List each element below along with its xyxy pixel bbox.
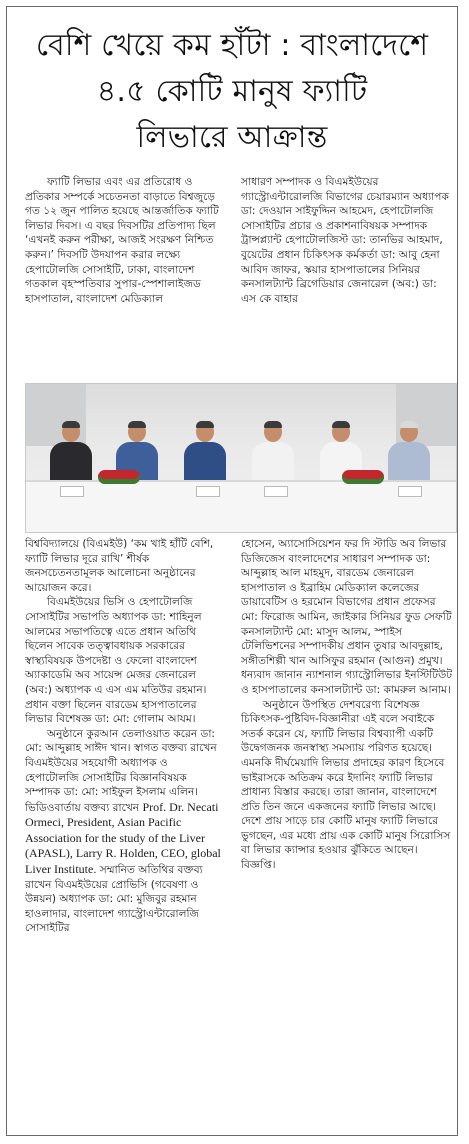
panelist — [388, 422, 430, 486]
panel-table — [26, 480, 456, 533]
panelist — [252, 422, 294, 486]
paragraph: সাধারণ সম্পাদক ও বিএমইউয়ের গ্যাস্ট্রোএন্টারোলজি বিভাগের চেয়ারম্যান অধ্যাপক ডা: দেওয়ান সাইফুদ্দিন আহমেদ, হেপাটোলজি সোসাইটির প্রচার ও প্রকাশনাবিষয়ক সম্পাদক ট্রান্সপ্ল্যান্ট হেপাটোলজিস্ট ডা: তানভির আহমাদ, বুয়েটের প্রধান চিকিৎসক কর্মকর্তা ডা: আবু হেনা আবিদ জাফর, স্কয়ার হাসপাতালের সিনিয়র কনসালট্যান্ট ব্রিগেডিয়ার জেনারেল (অব:) ডা: এস কে বাহার — [241, 176, 449, 305]
paragraph: ফ্যাটি লিভার এবং এর প্রতিরোধ ও প্রতিকার সম্পর্কে সচেতনতা বাড়াতে বিশ্বজুড়ে গত ১২ জুন পালিত হয়েছে আন্তর্জাতিক ফ্যাটি লিভার দিবস। এ বছর দিবসটির প্রতিপাদ্য ছিল ‘এখনই করুন পরীক্ষা, আজই সংরক্ষণ নিশ্চিত করুন।’ দিবসটি উদযাপন করার লক্ষ্যে হেপাটোলজি সোসাইটি, ঢাকা, বাংলাদেশ গতকাল বৃহস্পতিবার সুপার-স্পেশালাইজড হাসপাতাল, বাংলাদেশ মেডিক্যাল — [25, 176, 219, 305]
headline-line-1: বেশি খেয়ে কম হাঁটা : বাংলাদেশে — [35, 28, 429, 63]
paragraph: বিশ্ববিদ্যালয়ে (বিএমইউ) ‘কম খাই হাঁটি বেশি, ফ্যাটি লিভার দূরে রাখি’ শীর্ষক জনসচেতনতামূলক আলোচনা অনুষ্ঠানের আয়োজন করে। — [25, 538, 214, 594]
name-placard — [398, 486, 422, 497]
panelist — [50, 422, 92, 486]
name-placard — [60, 486, 84, 497]
headline-line-2: ৪.৫ কোটি মানুষ ফ্যাটি — [96, 74, 368, 109]
name-placard — [196, 486, 220, 497]
article-column-1 — [25, 175, 223, 359]
article-column-4 — [241, 537, 453, 1127]
flower-arrangement — [342, 470, 384, 484]
panelist — [184, 422, 226, 486]
name-placard — [264, 486, 288, 497]
article-column-3 — [25, 537, 223, 1127]
paragraph: অনুষ্ঠানে উপস্থিত দেশবরেণ্য বিশেষজ্ঞ চিকিৎসক-পুষ্টিবিদ-বিজ্ঞানীরা এই বলে সবাইকে সতর্ক করেন যে, ফ্যাটি লিভার বিশ্বব্যাপী একটি উদ্বেগজনক জনস্বাস্থ্য সমস্যায় পরিণত হয়েছে। এমনকি দীর্ঘমেয়াদি লিভার প্রদাহের কারণ হিসেবে ভাইরাসকে অতিক্রম করে ইদানিং ফ্যাটি লিভার প্রাধান্য বিস্তার করছে। তারা জানান, বাংলাদেশে প্রতি তিন জনে একজনের ফ্যাটি লিভার আছে। দেশে প্রায় সাড়ে চার কোটি মানুষ ফ্যাটি লিভারে ভুগছেন, এর মধ্যে প্রায় এক কোটি মানুষ সিরোসিস বা লিভার ক্যান্সার হওয়ার ঝুঁকিতে আছেন। বিজ্ঞপ্তি। — [241, 698, 451, 872]
flower-arrangement — [98, 470, 140, 484]
paragraph-text: সম্মানিত অতিথির বক্তব্য রাখেন বিএমইউয়ের প্রোভিসি (গবেষণা ও উন্নয়ন) অধ্যাপক ডা: মো: মুজিবুর রহমান হাওলাদার, বাংলাদেশ গ্যাস্ট্রোএন্টারোলজি সোসাইটির — [25, 864, 203, 935]
paragraph: বিএমইউয়ের ভিসি ও হেপাটোলজি সোসাইটির সভাপতি অধ্যাপক ডা: শাহিনুল আলমের সভাপতিত্বে এতে প্রধান অতিথি ছিলেন সাবেক তত্ত্বাবধায়ক সরকারের স্বাস্থ্যবিষয়ক উপদেষ্টা ও ফেলো বাংলাদেশ অ্যাকাডেমি অব সায়েন্স মেজর জেনারেল (অব:) অধ্যাপক এ এস এম মতিউর রহমান। প্রধান বক্তা ছিলেন বারডেম হাসপাতালের লিভার বিশেষজ্ঞ ডা: মো: গোলাম আযম। — [25, 596, 207, 726]
latin-text: Prof. Dr. Necati Ormeci, President, Asian Pacific Association for the study of the Liver (APASL), Larry R. Holden, CEO, global Liver Institute. — [25, 799, 221, 877]
paragraph: হোসেন, অ্যাসোসিয়েশন ফর দি স্টাডি অব লিভার ডিজিজেস বাংলাদেশের সাধারণ সম্পাদক ডা: আব্দুল্লাহ আল মাহমুদ, বারডেম জেনারেল হাসপাতাল ও ইব্রাহিম মেডিক্যাল কলেজের ডায়াবেটিস ও হরমোন বিভাগের প্রধান প্রফেসর মো: ফিরোজ আমিন, জাইকার সিনিয়র ফুড সেফটি কনসালট্যান্ট মো: মাসুদ আলম, স্পাইস টেলিভিশনের সম্পাদকীয় প্রধান তুষার আবদুল্লাহ, সঙ্গীতশিল্পী খান আসিফুর রহমান (আগুন) প্রমুখ। ধন্যবাদ জানান ন্যাশনাল গ্যাস্ট্রোলিভার ইনস্টিটিউট ও হাসপাতালের কনসালট্যান্ট ডা: কামরুল আনাম। — [241, 538, 453, 696]
paragraph — [25, 727, 223, 936]
news-clipping — [6, 6, 458, 1136]
headline-line-3: লিভারে আক্রান্ত — [136, 120, 328, 155]
event-photo — [25, 383, 457, 533]
article-column-2 — [241, 175, 453, 359]
headline — [13, 23, 451, 161]
paragraph-text: অনুষ্ঠানে কুরআন তেলাওয়াত করেন ডা: মো: আব্দুল্লাহ সাঈদ খান। স্বাগত বক্তব্য রাখেন বিএমইউয়ের সহযোগী অধ্যাপক ও হেপাটোলজি সোসাইটির বিজ্ঞানবিষয়ক সম্পাদক ডা: মো: সাইফুল ইসলাম এলিন। ভিডিওবার্তায় বক্তব্য রাখেন — [25, 727, 217, 814]
